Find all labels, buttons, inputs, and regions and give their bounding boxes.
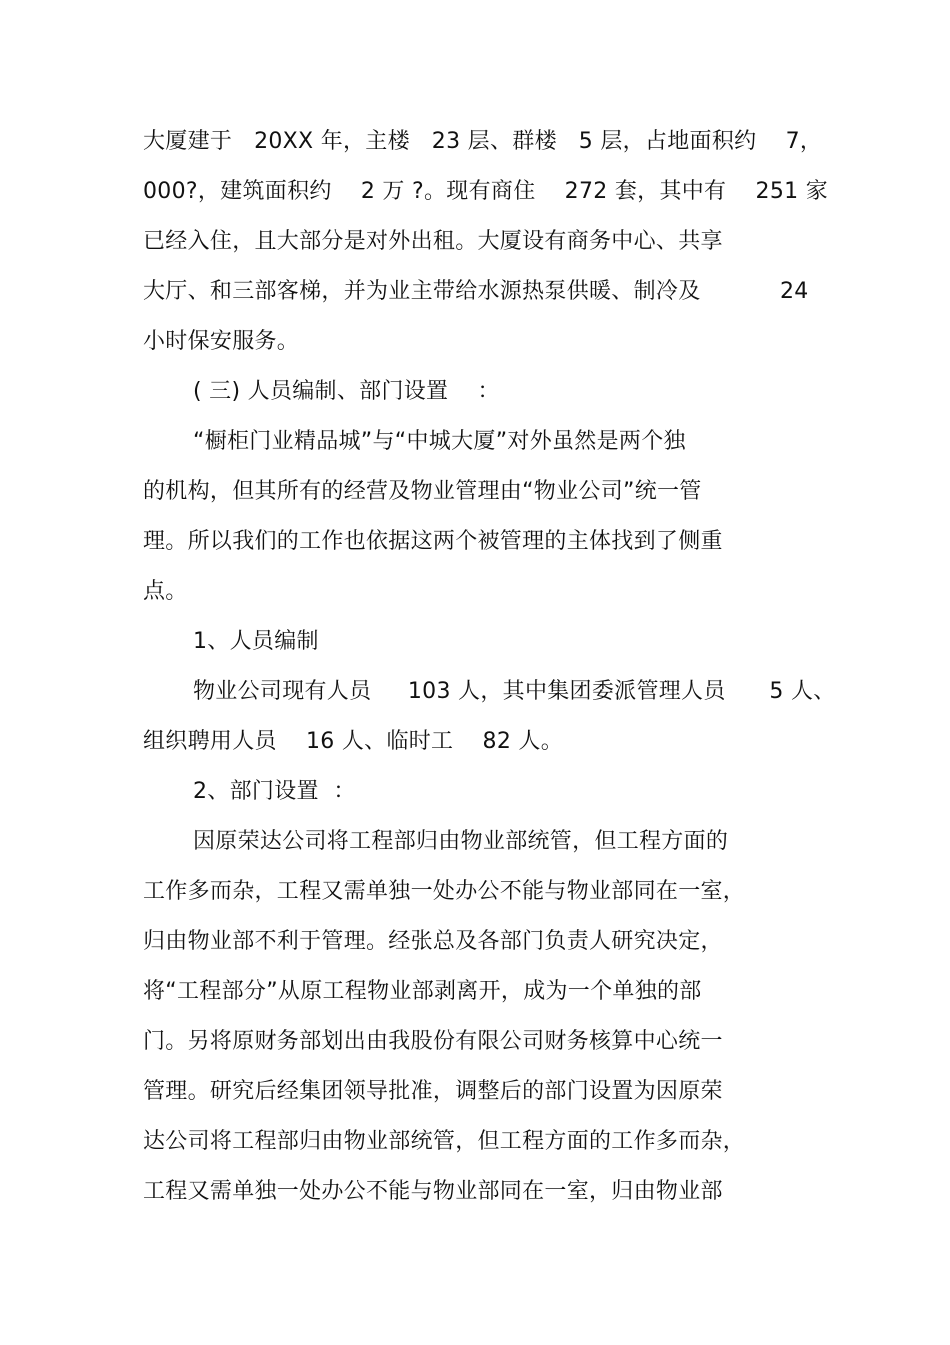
text-line: 组织聘用人员 16 人、临时工 82 人。 xyxy=(143,729,564,754)
text-line: 理。所以我们的工作也依据这两个被管理的主体找到了侧重 xyxy=(143,529,723,554)
text-line: 将“工程部分”从原工程物业部剥离开，成为一个单独的部 xyxy=(143,979,702,1004)
text-line: 工作多而杂，工程又需单独一处办公不能与物业部同在一室， xyxy=(143,879,746,904)
subsection-heading: 2、部门设置 ： xyxy=(193,779,356,804)
text-line: 点。 xyxy=(143,579,188,604)
text-line: 工程又需单独一处办公不能与物业部同在一室，归由物业部 xyxy=(143,1179,723,1204)
text-line: 的机构，但其所有的经营及物业管理由“物业公司”统一管 xyxy=(143,479,702,504)
text-line: 物业公司现有人员 103 人，其中集团委派管理人员 5 人、 xyxy=(193,679,836,704)
text-line: 因原荣达公司将工程部归由物业部统管，但工程方面的 xyxy=(193,829,729,854)
text-line: 大厅、和三部客梯，并为业主带给水源热泵供暖、制冷及 xyxy=(143,279,701,304)
text-line: 门。另将原财务部划出由我股份有限公司财务核算中心统一 xyxy=(143,1029,723,1054)
text-line: 已经入住，且大部分是对外出租。大厦设有商务中心、共享 xyxy=(143,229,723,254)
text-line: 管理。研究后经集团领导批准，调整后的部门设置为因原荣 xyxy=(143,1079,723,1104)
text-line: 大厦建于 20XX 年，主楼 23 层、群楼 5 层，占地面积约 7， xyxy=(143,129,823,154)
text-line: “橱柜门业精品城”与“中城大厦”对外虽然是两个独 xyxy=(193,429,686,454)
text-line: 归由物业部不利于管理。经张总及各部门负责人研究决定， xyxy=(143,929,723,954)
section-heading: ( 三) 人员编制、部门设置 ： xyxy=(193,379,500,404)
text-line: 24 xyxy=(780,279,809,304)
text-line: 小时保安服务。 xyxy=(143,329,300,354)
subsection-heading: 1、人员编制 xyxy=(193,629,319,654)
text-line: 达公司将工程部归由物业部统管，但工程方面的工作多而杂， xyxy=(143,1129,746,1154)
text-line: 000?，建筑面积约 2 万 ?。现有商住 272 套，其中有 251 家 xyxy=(143,179,829,204)
